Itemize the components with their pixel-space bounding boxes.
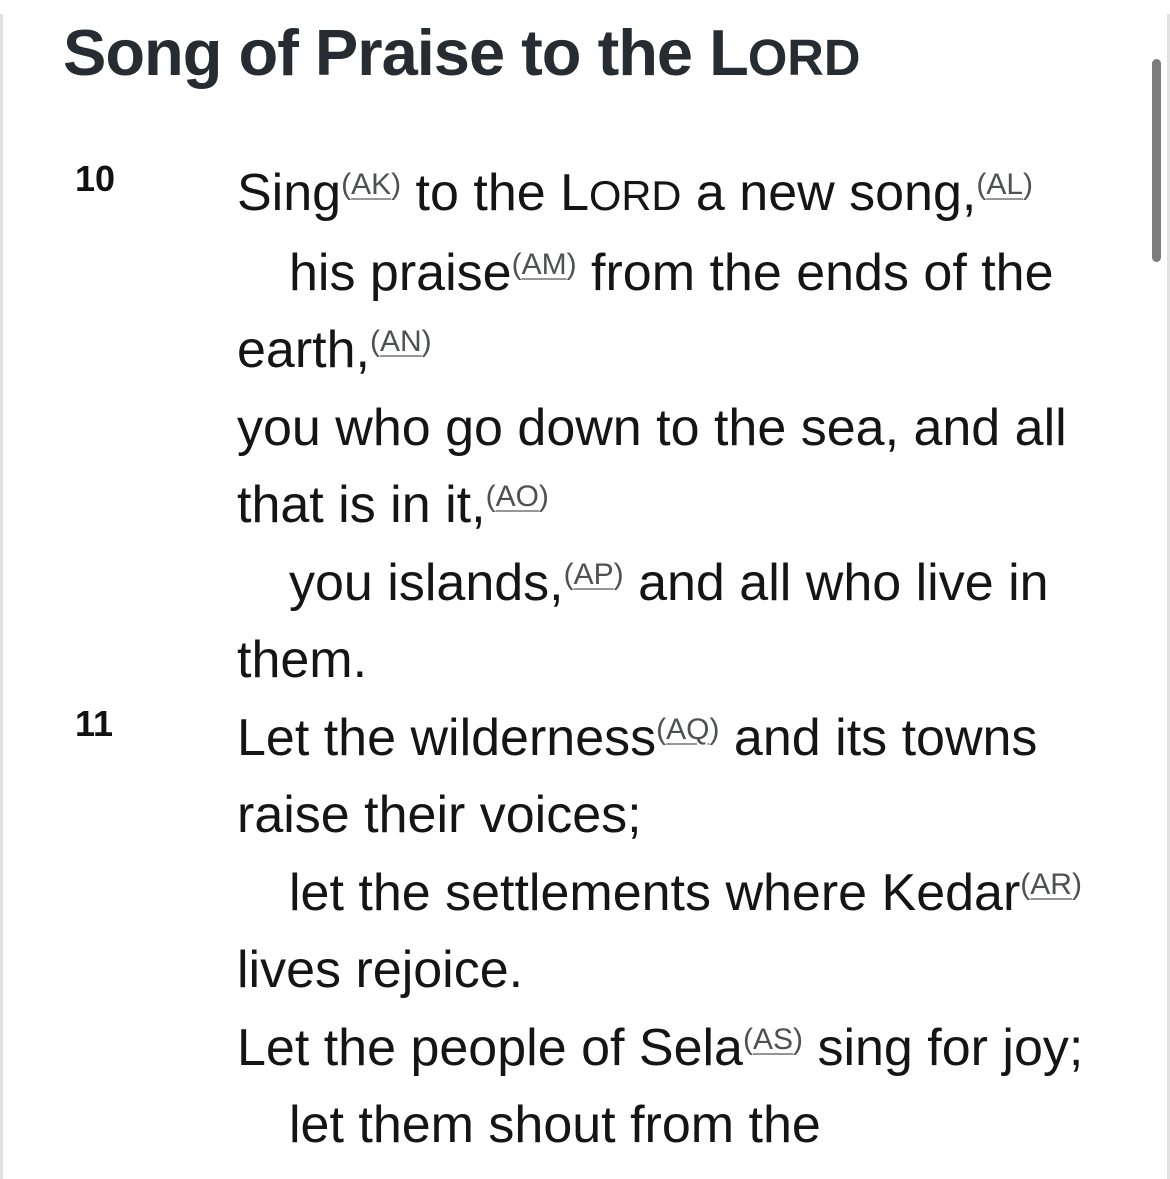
poem-line [237,855,1130,933]
crossref-paren-open: ( [742,1022,753,1056]
poem-line [75,700,1130,778]
crossref-letters: AO [495,480,539,513]
verse-text: Let the wilderness [237,708,657,767]
verse-text: earth, [237,321,370,379]
crossref-link[interactable] [976,168,1033,201]
crossref-link[interactable] [743,1023,803,1056]
crossref-link[interactable] [564,558,624,591]
crossref-letters: AM [521,247,567,281]
crossref-paren-close: ) [709,712,720,746]
crossref-paren-open: ( [511,247,522,281]
crossref-paren-close: ) [613,557,624,591]
verse-text: you islands, [289,553,564,612]
crossref-paren-close: ) [793,1022,803,1056]
poem-line [237,932,1130,1010]
verse-text: that is in it, [237,476,486,534]
verse-text: you who go down to the sea, and all [237,398,1067,457]
crossref-paren-open: ( [563,557,574,591]
crossref-paren-close: ) [538,480,549,513]
crossref-paren-close: ) [1023,168,1034,201]
crossref-paren-close: ) [1071,867,1082,901]
verse-text: sing for joy; [803,1018,1084,1077]
verse-text: let them shout from the [289,1096,821,1154]
poem-line [75,155,1130,235]
poem-line [237,390,1130,468]
crossref-paren-open: ( [369,325,380,358]
heading-text: Song of Praise to the L [63,16,748,89]
verse-text: Let the people of Sela [237,1018,743,1077]
verse-text: and its towns [719,708,1038,767]
crossref-letters: AK [351,168,392,201]
crossref-paren-close: ) [566,247,577,281]
verse-number: 10 [75,158,116,199]
crossref-letters: AP [573,557,614,591]
poem-line [237,467,1130,545]
crossref-letters: AR [1030,867,1072,901]
verse-text: and all who live in [623,553,1049,612]
poem-line [237,235,1130,313]
verse-text: Sing [237,164,342,222]
verse-text: to the L [401,164,590,222]
crossref-link[interactable] [341,168,401,201]
crossref-link[interactable] [370,325,432,358]
crossref-link[interactable] [486,480,549,513]
crossref-paren-open: ( [656,712,667,746]
verse-text: lives rejoice. [237,941,524,999]
crossref-letters: AS [752,1022,793,1056]
poem-line [237,1010,1130,1088]
crossref-letters: AN [379,325,422,358]
crossref-letters: AL [986,168,1024,201]
verse-text: a new song, [681,164,977,222]
scrollbar-thumb[interactable] [1152,59,1161,262]
verse-number: 11 [75,702,114,744]
crossref-link[interactable] [656,713,719,746]
heading-lord-smallcaps: ORD [747,29,861,86]
crossref-paren-open: ( [485,480,496,513]
verse-text: let the settlements where Kedar [289,863,1021,922]
poem-line [237,545,1130,623]
crossref-paren-open: ( [341,168,352,201]
crossref-paren-open: ( [976,168,987,201]
crossref-letters: AQ [666,712,710,746]
poem-line [237,622,1130,700]
passage-heading [63,14,1170,97]
lord-smallcaps: ORD [589,172,682,219]
crossref-paren-open: ( [1020,867,1031,901]
poem-text-block [75,155,1130,1165]
crossref-link[interactable] [1020,868,1082,901]
crossref-paren-close: ) [391,168,402,201]
poem-line [237,312,1130,390]
poem-line [237,777,1130,855]
page-left-border [0,14,3,1179]
poem-line [237,1087,1130,1165]
crossref-link[interactable] [512,248,577,281]
verse-text: from the ends of the [576,243,1054,302]
verse-text: them. [237,631,368,689]
verse-text: his praise [289,243,512,302]
verse-text: raise their voices; [237,786,642,844]
crossref-paren-close: ) [421,325,432,358]
